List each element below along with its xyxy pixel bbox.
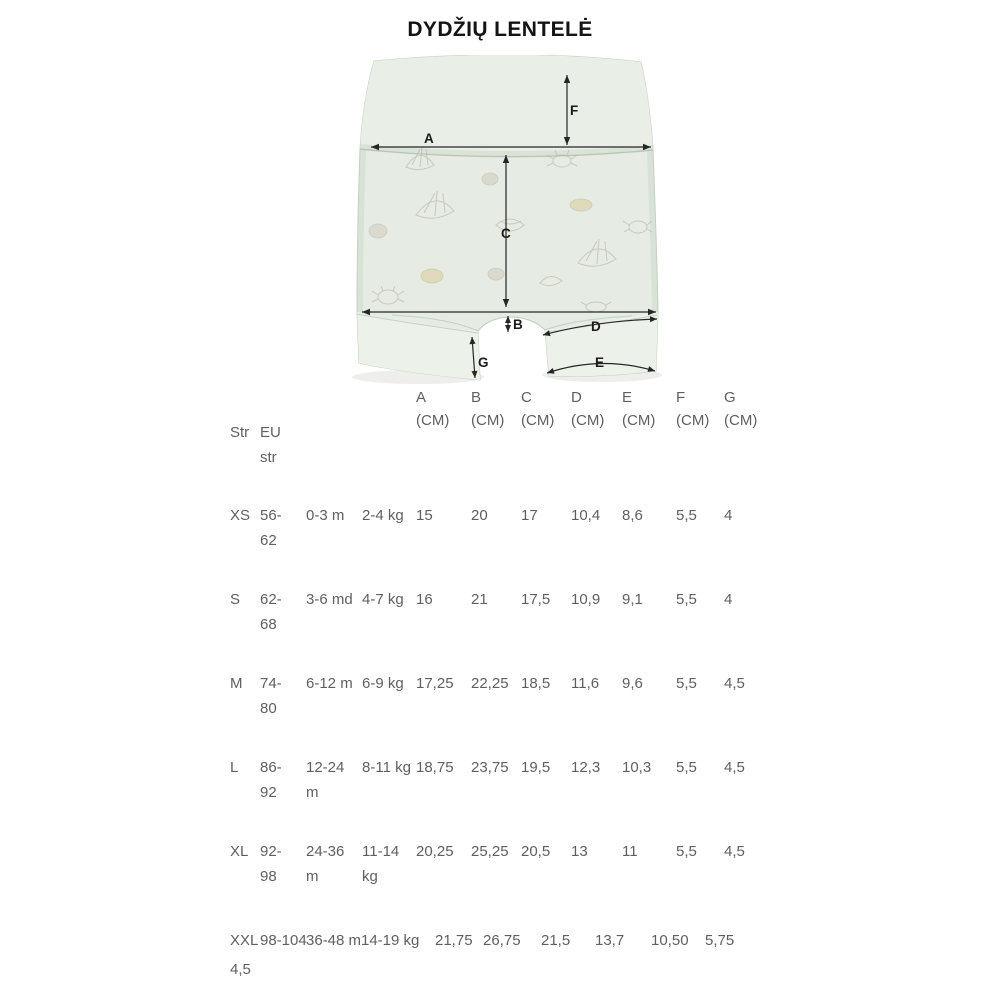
table-row-s: S 62-68 3-6 md 4-7 kg 16 21 17,5 10,9 9,1 5,5 4 — [230, 591, 733, 633]
label-e: E — [595, 355, 605, 370]
header-size: Str — [230, 424, 250, 441]
header-e: E (CM) — [622, 389, 656, 429]
table-row-xs: XS 56-62 0-3 m 2-4 kg 15 20 17 10,4 8,6 5,5 4 — [230, 507, 733, 549]
table-row-m: M 74-80 6-12 m 6-9 kg 17,25 22,25 18,5 11,6 9,6 5,5 4,5 — [230, 675, 745, 717]
measure-arrow-b — [505, 316, 523, 332]
label-c: C — [501, 226, 511, 241]
header-age — [306, 386, 362, 470]
header-eu: EU str — [260, 424, 281, 466]
label-g: G — [478, 355, 489, 370]
label-d: D — [591, 319, 601, 334]
table-header-row — [230, 386, 830, 503]
waistband — [360, 55, 653, 156]
table-row-l: L 86-92 12-24 m 8-11 kg 18,75 23,75 19,5 12,3 10,3 5,5 4,5 — [230, 759, 745, 801]
header-d: D (CM) — [571, 389, 605, 429]
label-a: A — [424, 131, 434, 146]
header-weight — [362, 386, 416, 470]
size-table — [230, 386, 830, 988]
label-b: B — [513, 317, 523, 332]
header-c: C (CM) — [521, 389, 555, 429]
header-g: G (CM) — [724, 389, 758, 429]
header-f: F (CM) — [676, 389, 710, 429]
header-a: A (CM) — [416, 389, 450, 429]
header-b: B (CM) — [471, 389, 505, 429]
swim-shorts-illustration — [350, 55, 670, 390]
label-f: F — [570, 103, 579, 118]
product-diagram — [350, 55, 670, 390]
page-title: DYDŽIŲ LENTELĖ — [407, 18, 593, 41]
table-row-xl: XL 92-98 24-36 m 11-14 kg 20,25 25,25 20,5 13 11 5,5 4,5 — [230, 843, 745, 885]
table-row-xxl: XXL 98-104 36-48 m 14-19 kg 21,75 26,75 21,5 13,7 10,50 5,75 4,5 — [230, 932, 735, 978]
